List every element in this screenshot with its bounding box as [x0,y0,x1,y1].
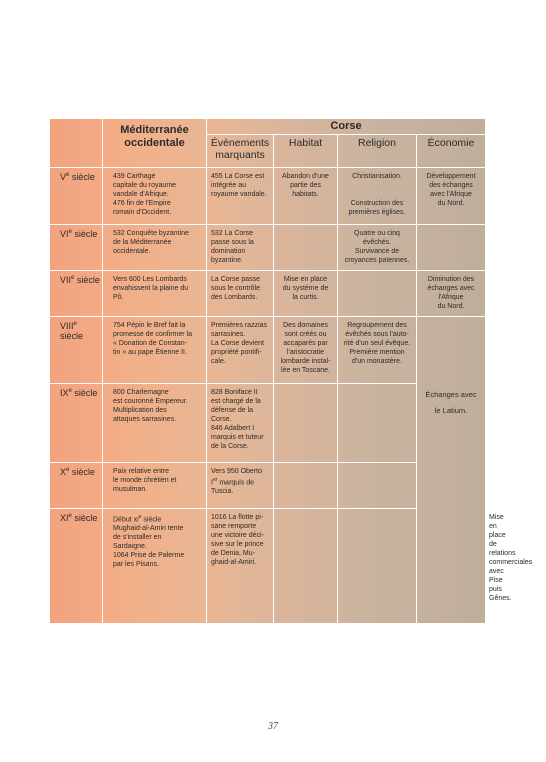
table-row-v [50,168,486,225]
century-label: Ve siècle [50,168,103,225]
century-label: Xe siècle [50,463,103,509]
economie-cell [417,225,486,271]
header-row-corse [50,119,486,135]
century-label: VIIe siècle [50,271,103,317]
habitat-cell: Mise en place du système de la curtis. [274,271,338,317]
religion-cell [338,271,417,317]
century-label: VIIIe siècle [50,317,103,384]
evenements-cell: 1016 La flotte pi- sane remporte une victoire déci- sive sur le prince de Denia, Mu- ghaid-al-Amiri. [207,509,274,624]
mediterranee-cell: Vers 600 Les Lombards envahissent la plaine du Pô. [103,271,207,317]
religion-cell: Regroupement des évêchés sous l'auto- rité d'un seul évêque. Première mention d'un monastère. [338,317,417,384]
century-label: IXe siècle [50,384,103,463]
table-row-viii [50,317,486,384]
religion-cell: Christianisation. Construction des premières églises. [338,168,417,225]
chronology-table [49,118,533,624]
header-corse: Corse [207,119,486,135]
habitat-cell [274,509,338,624]
table-row-xi: XIe siècle Début $xi^e$ siècle Mughaid-al-Amiri tente de s'installer en Sardaigne. 1064 Prise de Palerme par les Pisans. 1016 La flotte pi- sane remporte une victoire déci- sive sur le prince de Denia, Mu- ghaid-al-Amiri. Mise en place de relations commerciales avec Pise puis Gênes. [50,509,486,624]
table-row-vii [50,271,486,317]
economie-cell: Développement des échanges avec l'Afrique du Nord. [417,168,486,225]
page-number: 37 [268,721,278,732]
header-economie: Économie [417,135,486,168]
mediterranee-cell: 754 Pépin le Bref fait la promesse de confirmer la « Donation de Constan- tin » au pape Étienne II. [103,317,207,384]
century-label: VIe siècle [50,225,103,271]
mediterranee-cell: 532 Conquête byzantine de la Méditerranée occidentale. [103,225,207,271]
evenements-cell: Vers 950 Oberto Ier marquis de Tuscia. [207,463,274,509]
habitat-cell: Des domaines sont créés ou accaparés par l'aristocratie lombarde instal- lée en Toscane. [274,317,338,384]
mediterranee-cell: Paix relative entre le monde chrétien et musulman. [103,463,207,509]
habitat-cell [274,384,338,463]
habitat-cell: Abandon d'une partie des habitats. [274,168,338,225]
evenements-cell: 455 La Corse est intégrée au royaume vandale. [207,168,274,225]
economie-cell: Diminution des échanges avec l'Afrique du Nord. [417,271,486,317]
religion-cell [338,384,417,463]
header-evenements: Évènements marquants [207,135,274,168]
mediterranee-cell: Début $xi^e$ siècle Mughaid-al-Amiri tente de s'installer en Sardaigne. 1064 Prise de Palerme par les Pisans. [103,509,207,624]
economie-cell-latium: Échanges avec le Latium. [417,317,486,624]
evenements-cell: Premières razzias sarrasines. La Corse devient propriété pontifi- cale. [207,317,274,384]
table-row-vi [50,225,486,271]
religion-cell [338,509,417,624]
evenements-cell: La Corse passe sous le contrôle des Lombards. [207,271,274,317]
mediterranee-cell: 439 Carthage capitale du royaume vandale d'Afrique. 476 fin de l'Empire romain d'Occident. [103,168,207,225]
religion-cell [338,463,417,509]
header-habitat: Habitat [274,135,338,168]
header-religion: Religion [338,135,417,168]
century-label: XIe siècle [50,509,103,624]
mediterranee-cell: 800 Charlemagne est couronné Empereur. Multiplication des attaques sarrasines. [103,384,207,463]
evenements-cell: 532 La Corse passe sous la domination byzantine. [207,225,274,271]
header-blank-cell [50,119,103,168]
header-mediterranee: Méditerranée occidentale [103,119,207,168]
religion-cell: Quatre ou cinq évêchés. Survivance de croyances païennes. [338,225,417,271]
habitat-cell [274,225,338,271]
chronology-table-container [49,118,533,624]
evenements-cell: 828 Boniface II est chargé de la défense de la Corse. 846 Adalbert I marquis et tuteur de la Corse. [207,384,274,463]
habitat-cell [274,463,338,509]
